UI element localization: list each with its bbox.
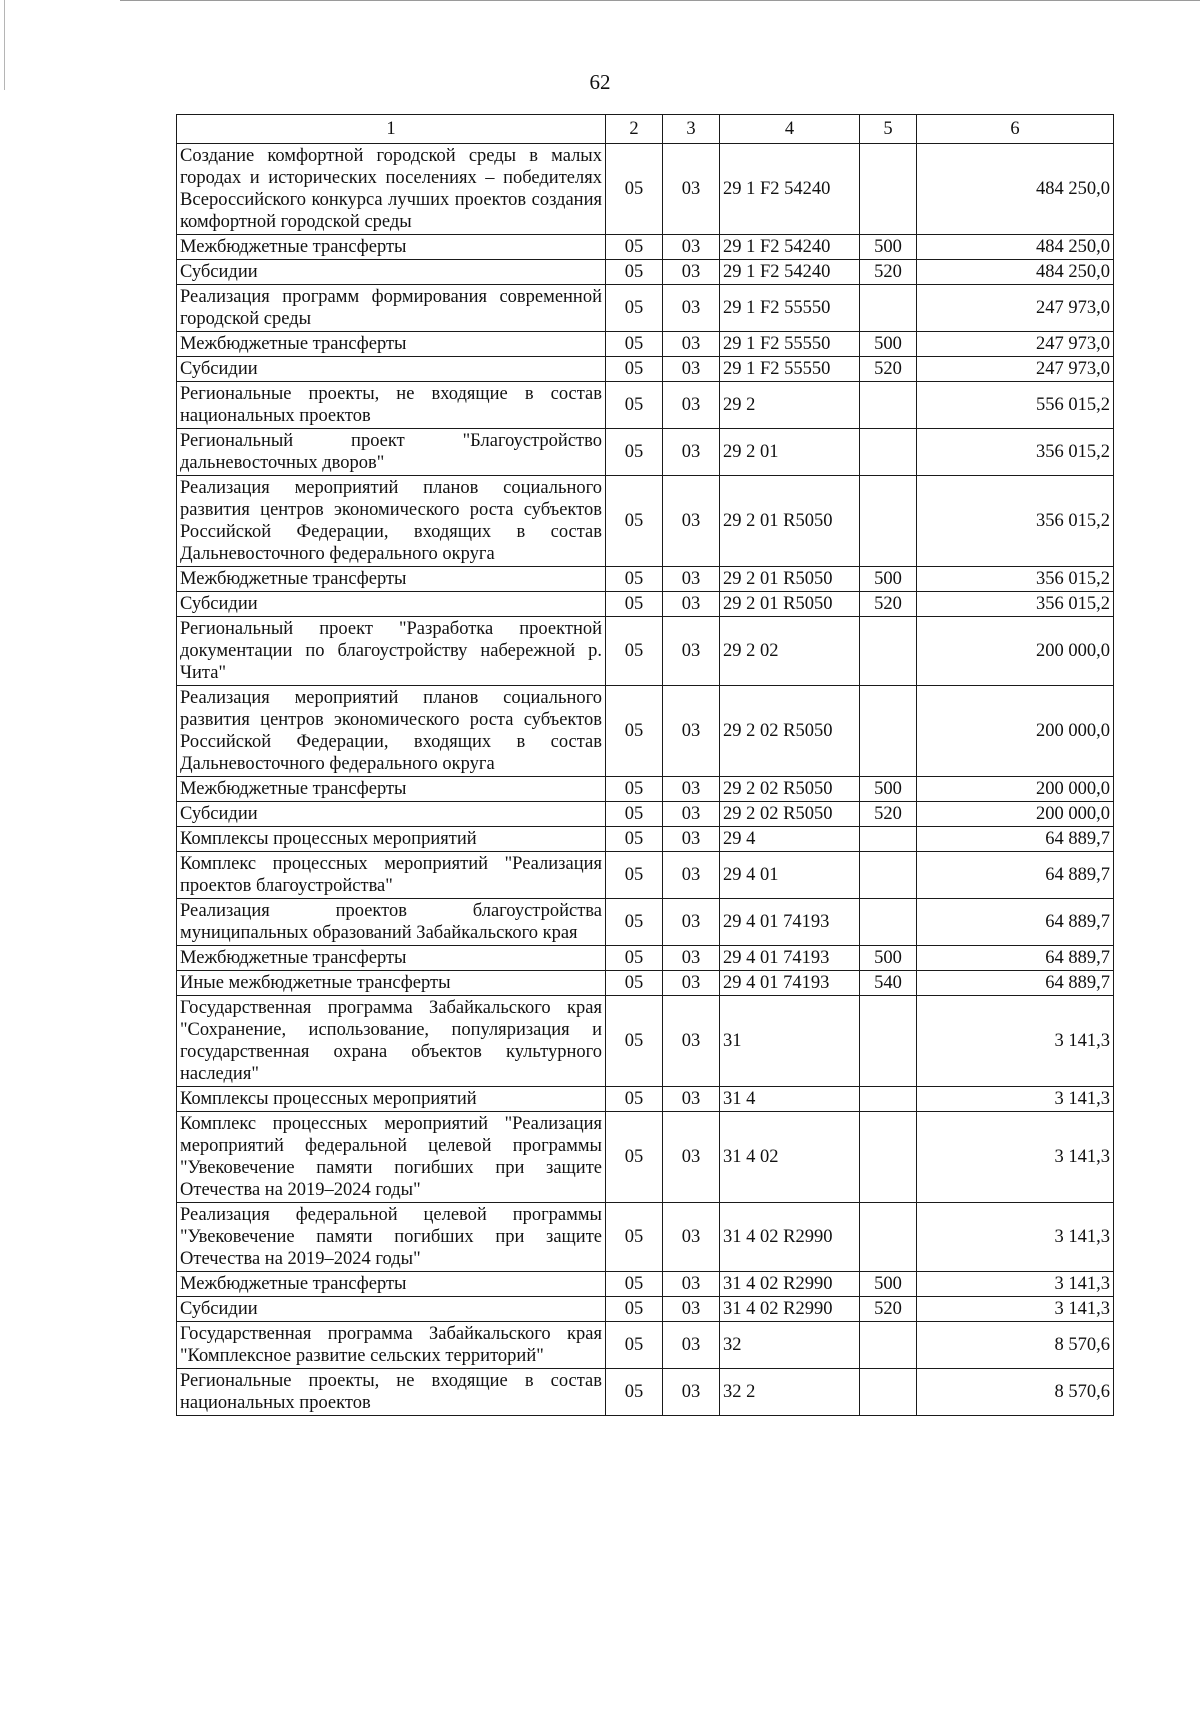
row-subsection-cell: 03 xyxy=(663,429,720,476)
row-name-cell: Реализация программ формирования современной городской среды xyxy=(177,285,606,332)
header-col-3: 3 xyxy=(663,115,720,144)
row-name-cell: Межбюджетные трансферты xyxy=(177,1272,606,1297)
row-expense-type-cell xyxy=(860,1203,917,1272)
row-expense-type-cell: 500 xyxy=(860,332,917,357)
row-amount-cell: 64 889,7 xyxy=(917,971,1114,996)
row-name-cell: Реализация федеральной целевой программы "Увековечение памяти погибших при защите Отечества на 2019–2024 годы" xyxy=(177,1203,606,1272)
row-subsection-cell: 03 xyxy=(663,1272,720,1297)
row-section-cell: 05 xyxy=(606,996,663,1087)
row-name-cell: Иные межбюджетные трансферты xyxy=(177,971,606,996)
row-expense-type-cell xyxy=(860,429,917,476)
header-col-1: 1 xyxy=(177,115,606,144)
row-amount-cell: 3 141,3 xyxy=(917,1297,1114,1322)
row-amount-cell: 64 889,7 xyxy=(917,946,1114,971)
row-subsection-cell: 03 xyxy=(663,777,720,802)
row-subsection-cell: 03 xyxy=(663,617,720,686)
row-expense-type-cell: 500 xyxy=(860,567,917,592)
row-section-cell: 05 xyxy=(606,1203,663,1272)
table-row xyxy=(177,777,1114,802)
row-amount-cell: 8 570,6 xyxy=(917,1322,1114,1369)
row-name-cell: Государственная программа Забайкальского края "Комплексное развитие сельских территорий" xyxy=(177,1322,606,1369)
row-target-code-cell: 32 2 xyxy=(720,1369,860,1416)
table-row xyxy=(177,802,1114,827)
row-amount-cell: 247 973,0 xyxy=(917,285,1114,332)
row-subsection-cell: 03 xyxy=(663,476,720,567)
row-subsection-cell: 03 xyxy=(663,971,720,996)
table-row xyxy=(177,332,1114,357)
table-row xyxy=(177,260,1114,285)
row-target-code-cell: 31 4 02 xyxy=(720,1112,860,1203)
row-subsection-cell: 03 xyxy=(663,592,720,617)
row-subsection-cell: 03 xyxy=(663,852,720,899)
table-row xyxy=(177,852,1114,899)
row-amount-cell: 3 141,3 xyxy=(917,1112,1114,1203)
row-amount-cell: 200 000,0 xyxy=(917,686,1114,777)
row-amount-cell: 356 015,2 xyxy=(917,429,1114,476)
row-amount-cell: 64 889,7 xyxy=(917,852,1114,899)
row-subsection-cell: 03 xyxy=(663,235,720,260)
row-amount-cell: 247 973,0 xyxy=(917,332,1114,357)
table-row xyxy=(177,357,1114,382)
row-section-cell: 05 xyxy=(606,899,663,946)
row-target-code-cell: 29 1 F2 55550 xyxy=(720,285,860,332)
row-subsection-cell: 03 xyxy=(663,382,720,429)
row-subsection-cell: 03 xyxy=(663,144,720,235)
page-number: 62 xyxy=(589,70,611,94)
row-amount-cell: 356 015,2 xyxy=(917,592,1114,617)
row-expense-type-cell xyxy=(860,1322,917,1369)
row-name-cell: Межбюджетные трансферты xyxy=(177,777,606,802)
row-section-cell: 05 xyxy=(606,592,663,617)
row-section-cell: 05 xyxy=(606,777,663,802)
table-row xyxy=(177,567,1114,592)
row-subsection-cell: 03 xyxy=(663,899,720,946)
row-amount-cell: 484 250,0 xyxy=(917,144,1114,235)
row-section-cell: 05 xyxy=(606,802,663,827)
row-amount-cell: 8 570,6 xyxy=(917,1369,1114,1416)
header-row xyxy=(177,115,1114,144)
row-amount-cell: 64 889,7 xyxy=(917,827,1114,852)
row-expense-type-cell xyxy=(860,1369,917,1416)
table-row xyxy=(177,827,1114,852)
row-name-cell: Межбюджетные трансферты xyxy=(177,567,606,592)
row-target-code-cell: 29 2 xyxy=(720,382,860,429)
row-target-code-cell: 29 1 F2 54240 xyxy=(720,260,860,285)
table-row xyxy=(177,1087,1114,1112)
row-section-cell: 05 xyxy=(606,1272,663,1297)
row-name-cell: Комплексы процессных мероприятий xyxy=(177,827,606,852)
row-section-cell: 05 xyxy=(606,1322,663,1369)
row-section-cell: 05 xyxy=(606,946,663,971)
row-subsection-cell: 03 xyxy=(663,260,720,285)
table-header xyxy=(177,115,1114,144)
table-row xyxy=(177,686,1114,777)
row-name-cell: Субсидии xyxy=(177,1297,606,1322)
row-expense-type-cell: 500 xyxy=(860,235,917,260)
row-expense-type-cell xyxy=(860,686,917,777)
budget-table xyxy=(176,114,1114,1416)
row-amount-cell: 484 250,0 xyxy=(917,235,1114,260)
row-expense-type-cell: 520 xyxy=(860,592,917,617)
row-amount-cell: 64 889,7 xyxy=(917,899,1114,946)
row-target-code-cell: 29 2 02 xyxy=(720,617,860,686)
row-target-code-cell: 29 2 02 R5050 xyxy=(720,777,860,802)
row-name-cell: Реализация проектов благоустройства муниципальных образований Забайкальского края xyxy=(177,899,606,946)
row-amount-cell: 200 000,0 xyxy=(917,802,1114,827)
row-section-cell: 05 xyxy=(606,971,663,996)
table-row xyxy=(177,476,1114,567)
row-target-code-cell: 31 4 xyxy=(720,1087,860,1112)
header-col-2: 2 xyxy=(606,115,663,144)
row-section-cell: 05 xyxy=(606,686,663,777)
row-subsection-cell: 03 xyxy=(663,996,720,1087)
row-section-cell: 05 xyxy=(606,235,663,260)
row-subsection-cell: 03 xyxy=(663,1369,720,1416)
table-row xyxy=(177,1112,1114,1203)
row-section-cell: 05 xyxy=(606,332,663,357)
row-expense-type-cell xyxy=(860,996,917,1087)
row-subsection-cell: 03 xyxy=(663,1112,720,1203)
row-name-cell: Государственная программа Забайкальского края "Сохранение, использование, популяризация и государственная охрана объектов культурного наследия" xyxy=(177,996,606,1087)
row-expense-type-cell: 500 xyxy=(860,777,917,802)
row-amount-cell: 484 250,0 xyxy=(917,260,1114,285)
row-section-cell: 05 xyxy=(606,260,663,285)
header-col-5: 5 xyxy=(860,115,917,144)
row-target-code-cell: 29 1 F2 55550 xyxy=(720,332,860,357)
row-section-cell: 05 xyxy=(606,382,663,429)
row-amount-cell: 3 141,3 xyxy=(917,996,1114,1087)
row-target-code-cell: 31 4 02 R2990 xyxy=(720,1203,860,1272)
table-body xyxy=(177,144,1114,1416)
row-name-cell: Субсидии xyxy=(177,592,606,617)
row-amount-cell: 247 973,0 xyxy=(917,357,1114,382)
row-subsection-cell: 03 xyxy=(663,686,720,777)
scan-edge-top xyxy=(120,0,1200,1)
row-section-cell: 05 xyxy=(606,476,663,567)
row-expense-type-cell xyxy=(860,285,917,332)
row-name-cell: Субсидии xyxy=(177,357,606,382)
row-amount-cell: 3 141,3 xyxy=(917,1203,1114,1272)
row-expense-type-cell xyxy=(860,827,917,852)
row-target-code-cell: 29 2 01 R5050 xyxy=(720,592,860,617)
row-expense-type-cell: 520 xyxy=(860,802,917,827)
table-row xyxy=(177,899,1114,946)
row-section-cell: 05 xyxy=(606,1087,663,1112)
row-section-cell: 05 xyxy=(606,827,663,852)
table-row xyxy=(177,1369,1114,1416)
row-section-cell: 05 xyxy=(606,617,663,686)
row-expense-type-cell xyxy=(860,1087,917,1112)
table-row xyxy=(177,996,1114,1087)
row-target-code-cell: 29 4 01 xyxy=(720,852,860,899)
row-subsection-cell: 03 xyxy=(663,332,720,357)
row-expense-type-cell xyxy=(860,899,917,946)
row-section-cell: 05 xyxy=(606,567,663,592)
row-name-cell: Субсидии xyxy=(177,260,606,285)
table-row xyxy=(177,617,1114,686)
header-col-6: 6 xyxy=(917,115,1114,144)
row-name-cell: Межбюджетные трансферты xyxy=(177,235,606,260)
row-name-cell: Создание комфортной городской среды в малых городах и исторических поселениях – победителях Всероссийского конкурса лучших проектов создания комфортной городской среды xyxy=(177,144,606,235)
table-row xyxy=(177,971,1114,996)
row-section-cell: 05 xyxy=(606,357,663,382)
row-amount-cell: 556 015,2 xyxy=(917,382,1114,429)
row-target-code-cell: 31 4 02 R2990 xyxy=(720,1272,860,1297)
row-subsection-cell: 03 xyxy=(663,1087,720,1112)
row-expense-type-cell: 500 xyxy=(860,1272,917,1297)
row-name-cell: Региональные проекты, не входящие в состав национальных проектов xyxy=(177,1369,606,1416)
table-row xyxy=(177,429,1114,476)
row-target-code-cell: 29 2 01 xyxy=(720,429,860,476)
table-row xyxy=(177,592,1114,617)
row-section-cell: 05 xyxy=(606,1369,663,1416)
row-name-cell: Региональный проект "Благоустройство дальневосточных дворов" xyxy=(177,429,606,476)
row-section-cell: 05 xyxy=(606,144,663,235)
table-row xyxy=(177,1322,1114,1369)
row-expense-type-cell: 500 xyxy=(860,946,917,971)
row-amount-cell: 3 141,3 xyxy=(917,1087,1114,1112)
row-expense-type-cell xyxy=(860,1112,917,1203)
row-target-code-cell: 29 2 02 R5050 xyxy=(720,686,860,777)
row-amount-cell: 200 000,0 xyxy=(917,617,1114,686)
row-expense-type-cell xyxy=(860,617,917,686)
row-expense-type-cell: 540 xyxy=(860,971,917,996)
row-name-cell: Межбюджетные трансферты xyxy=(177,332,606,357)
row-target-code-cell: 29 4 xyxy=(720,827,860,852)
table-row xyxy=(177,382,1114,429)
row-name-cell: Комплекс процессных мероприятий "Реализация проектов благоустройства" xyxy=(177,852,606,899)
table-row xyxy=(177,1203,1114,1272)
row-name-cell: Комплекс процессных мероприятий "Реализация мероприятий федеральной целевой программы "Увековечение памяти погибших при защите Отечества на 2019–2024 годы" xyxy=(177,1112,606,1203)
row-amount-cell: 200 000,0 xyxy=(917,777,1114,802)
row-expense-type-cell: 520 xyxy=(860,1297,917,1322)
row-subsection-cell: 03 xyxy=(663,567,720,592)
row-target-code-cell: 29 2 01 R5050 xyxy=(720,476,860,567)
row-target-code-cell: 29 2 02 R5050 xyxy=(720,802,860,827)
table-row xyxy=(177,946,1114,971)
table-row xyxy=(177,144,1114,235)
row-name-cell: Региональный проект "Разработка проектной документации по благоустройству набережной р. Чита" xyxy=(177,617,606,686)
row-target-code-cell: 29 1 F2 55550 xyxy=(720,357,860,382)
row-name-cell: Комплексы процессных мероприятий xyxy=(177,1087,606,1112)
row-expense-type-cell xyxy=(860,852,917,899)
row-name-cell: Региональные проекты, не входящие в состав национальных проектов xyxy=(177,382,606,429)
row-amount-cell: 356 015,2 xyxy=(917,567,1114,592)
row-name-cell: Реализация мероприятий планов социального развития центров экономического роста субъектов Российской Федерации, входящих в состав Дальневосточного федерального округа xyxy=(177,686,606,777)
row-subsection-cell: 03 xyxy=(663,1203,720,1272)
row-target-code-cell: 29 1 F2 54240 xyxy=(720,235,860,260)
table-row xyxy=(177,1297,1114,1322)
row-subsection-cell: 03 xyxy=(663,1297,720,1322)
row-amount-cell: 3 141,3 xyxy=(917,1272,1114,1297)
row-target-code-cell: 31 4 02 R2990 xyxy=(720,1297,860,1322)
row-expense-type-cell xyxy=(860,144,917,235)
row-subsection-cell: 03 xyxy=(663,946,720,971)
row-subsection-cell: 03 xyxy=(663,285,720,332)
row-name-cell: Реализация мероприятий планов социального развития центров экономического роста субъектов Российской Федерации, входящих в состав Дальневосточного федерального округа xyxy=(177,476,606,567)
row-expense-type-cell xyxy=(860,382,917,429)
row-target-code-cell: 29 4 01 74193 xyxy=(720,971,860,996)
row-expense-type-cell: 520 xyxy=(860,260,917,285)
row-target-code-cell: 29 1 F2 54240 xyxy=(720,144,860,235)
row-section-cell: 05 xyxy=(606,429,663,476)
row-target-code-cell: 29 4 01 74193 xyxy=(720,946,860,971)
row-target-code-cell: 29 4 01 74193 xyxy=(720,899,860,946)
row-name-cell: Субсидии xyxy=(177,802,606,827)
row-expense-type-cell: 520 xyxy=(860,357,917,382)
row-section-cell: 05 xyxy=(606,285,663,332)
row-amount-cell: 356 015,2 xyxy=(917,476,1114,567)
row-subsection-cell: 03 xyxy=(663,827,720,852)
table-row xyxy=(177,1272,1114,1297)
row-subsection-cell: 03 xyxy=(663,802,720,827)
row-target-code-cell: 29 2 01 R5050 xyxy=(720,567,860,592)
row-target-code-cell: 31 xyxy=(720,996,860,1087)
table-row xyxy=(177,285,1114,332)
row-section-cell: 05 xyxy=(606,1297,663,1322)
row-subsection-cell: 03 xyxy=(663,357,720,382)
row-target-code-cell: 32 xyxy=(720,1322,860,1369)
table-row xyxy=(177,235,1114,260)
row-expense-type-cell xyxy=(860,476,917,567)
row-name-cell: Межбюджетные трансферты xyxy=(177,946,606,971)
row-subsection-cell: 03 xyxy=(663,1322,720,1369)
header-col-4: 4 xyxy=(720,115,860,144)
row-section-cell: 05 xyxy=(606,1112,663,1203)
row-section-cell: 05 xyxy=(606,852,663,899)
